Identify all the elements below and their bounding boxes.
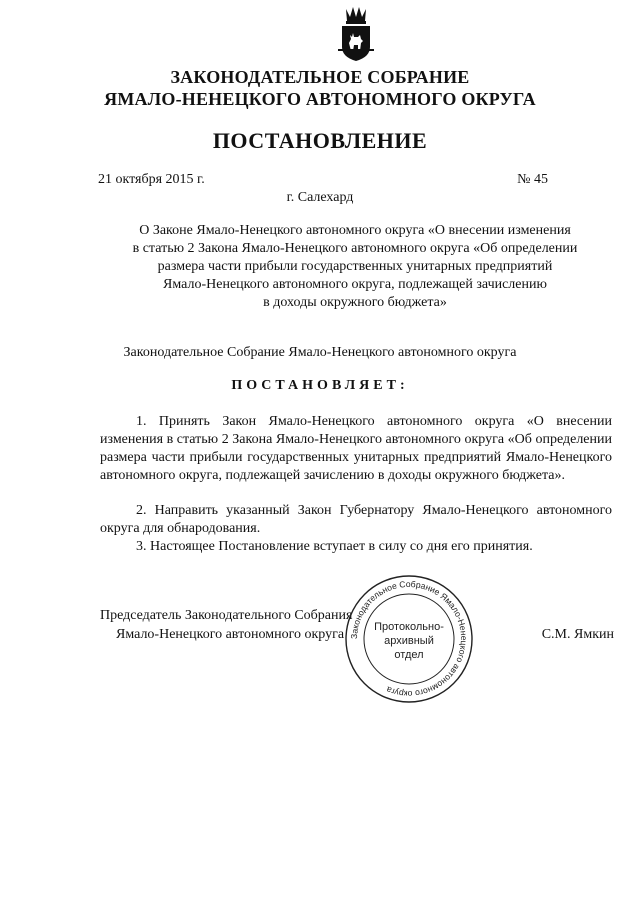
stamp-text-2: архивный xyxy=(384,635,434,647)
title-line: О Законе Ямало-Ненецкого автономного округа «О внесении изменения xyxy=(139,223,571,238)
resolves-heading: ПОСТАНОВЛЯЕТ: xyxy=(231,378,409,393)
stamp xyxy=(342,572,476,706)
document-title xyxy=(100,222,610,312)
document-city: г. Салехард xyxy=(286,190,354,205)
paragraph-1: 1. Принять Закон Ямало-Ненецкого автономного округа «О внесении изменения в статью 2 Закона Ямало-Ненецкого автономного округа «Об определении размера части прибыли государственных унитарных предприятий Ямало-Ненецкого автономного округа, подлежащей зачислению в доходы окружного бюджета». xyxy=(100,414,612,483)
document-date: 21 октября 2015 г. xyxy=(98,172,205,187)
title-line: размера части прибыли государственных унитарных предприятий xyxy=(157,259,553,274)
stamp-text-3: отдел xyxy=(394,649,424,661)
organization-name xyxy=(0,66,640,110)
signatory-name: С.М. Ямкин xyxy=(541,627,614,642)
title-line: в доходы окружного бюджета» xyxy=(263,295,447,310)
org-line-1: ЗАКОНОДАТЕЛЬНОЕ СОБРАНИЕ xyxy=(170,67,470,87)
document-type: ПОСТАНОВЛЕНИЕ xyxy=(212,128,428,153)
signatory-position-line-2: Ямало-Ненецкого автономного округа xyxy=(116,627,345,642)
document-number: № 45 xyxy=(517,172,548,187)
signatory-position-line-1: Председатель Законодательного Собрания xyxy=(100,608,353,623)
title-line: в статью 2 Закона Ямало-Ненецкого автономного округа «Об определении xyxy=(132,241,578,256)
coat-of-arms-icon xyxy=(334,5,378,63)
title-line: Ямало-Ненецкого автономного округа, подлежащей зачислению xyxy=(163,277,547,292)
org-line-2: ЯМАЛО-НЕНЕЦКОГО АВТОНОМНОГО ОКРУГА xyxy=(104,89,536,109)
stamp-text-1: Протокольно- xyxy=(374,621,444,633)
assembly-line: Законодательное Собрание Ямало-Ненецкого автономного округа xyxy=(123,345,517,360)
paragraph-3: 3. Настоящее Постановление вступает в силу со дня его принятия. xyxy=(136,539,533,554)
paragraph-2: 2. Направить указанный Закон Губернатору Ямало-Ненецкого автономного округа для обнародования. xyxy=(100,503,612,536)
stamp-ring-text: Законодательное Собрание Ямало-Ненецкого автономного округа xyxy=(348,578,470,700)
